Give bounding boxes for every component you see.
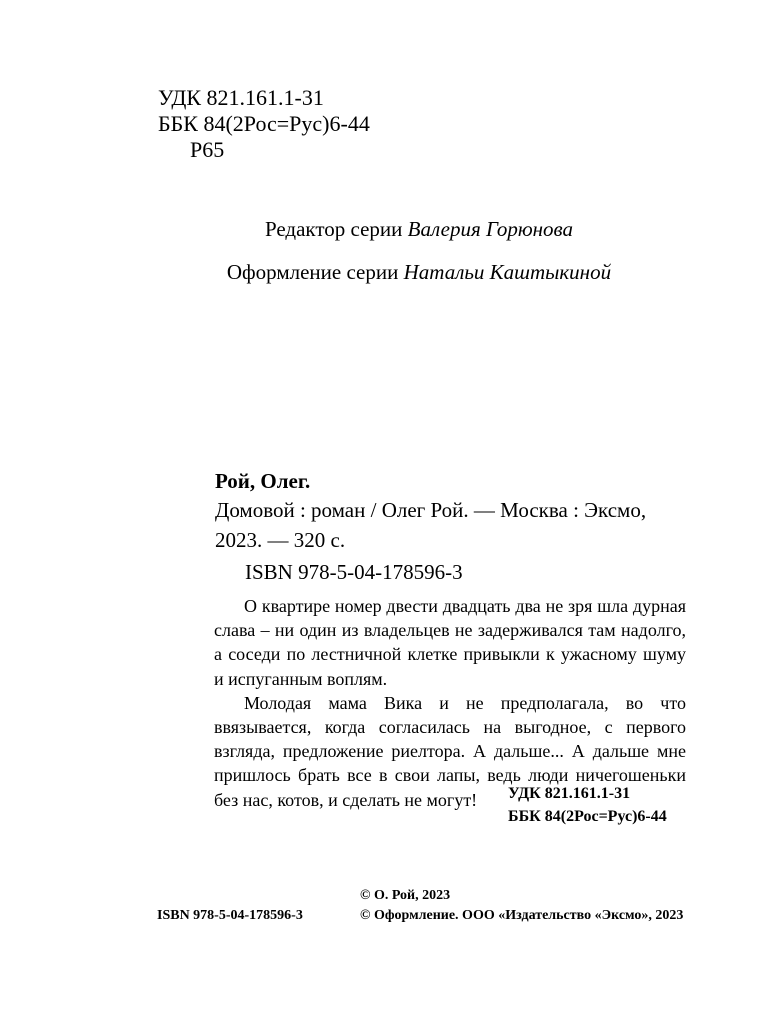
- book-annotation: [214, 594, 686, 812]
- bbk-code: ББК 84(2Рос=Рус)6-44: [158, 111, 370, 136]
- udk-code: УДК 821.161.1-31: [158, 85, 324, 110]
- copyright-design: © Оформление. ООО «Издательство «Эксмо», 2023: [360, 908, 684, 923]
- series-editor-credit: [0, 215, 768, 243]
- annotation-bbk-code: ББК 84(2Рос=Рус)6-44: [508, 808, 667, 825]
- bibliographic-isbn: ISBN 978-5-04-178596-3: [245, 560, 463, 584]
- annotation-paragraph: Молодая мама Вика и не предполагала, во что ввязывается, когда согласилась на выгодное, с первого взгляда, предложение риелтора. А дальше... А дальше мне пришлось брать все в свои лапы, ведь люди ничегошеньки без нас, котов, и сделать не могут!: [214, 692, 686, 810]
- annotation-paragraph: О квартире номер двести двадцать два не зря шла дурная слава – ни один из владельцев не задерживался там надолго, а соседи по лестничной клетке привыкли к ужасному шуму и испуганным воплям.: [214, 596, 686, 689]
- series-editor-label: Редактор серии: [264, 217, 403, 241]
- imprint-isbn: ISBN 978-5-04-178596-3: [157, 908, 303, 923]
- series-editor-name: Валерия Горюнова: [407, 217, 574, 241]
- series-design-label: Оформление серии: [226, 260, 399, 284]
- author-mark: Р65: [190, 137, 225, 162]
- bibliographic-author: Рой, Олег.: [215, 469, 311, 493]
- series-design-credit: [0, 258, 768, 286]
- annotation-udk-code: УДК 821.161.1-31: [508, 785, 631, 802]
- series-design-name: Натальи Каштыкиной: [403, 260, 612, 284]
- copyright-author: © О. Рой, 2023: [360, 888, 451, 903]
- bibliographic-description: Домовой : роман / Олег Рой. — Москва : Эксмо, 2023. — 320 с.: [215, 498, 647, 552]
